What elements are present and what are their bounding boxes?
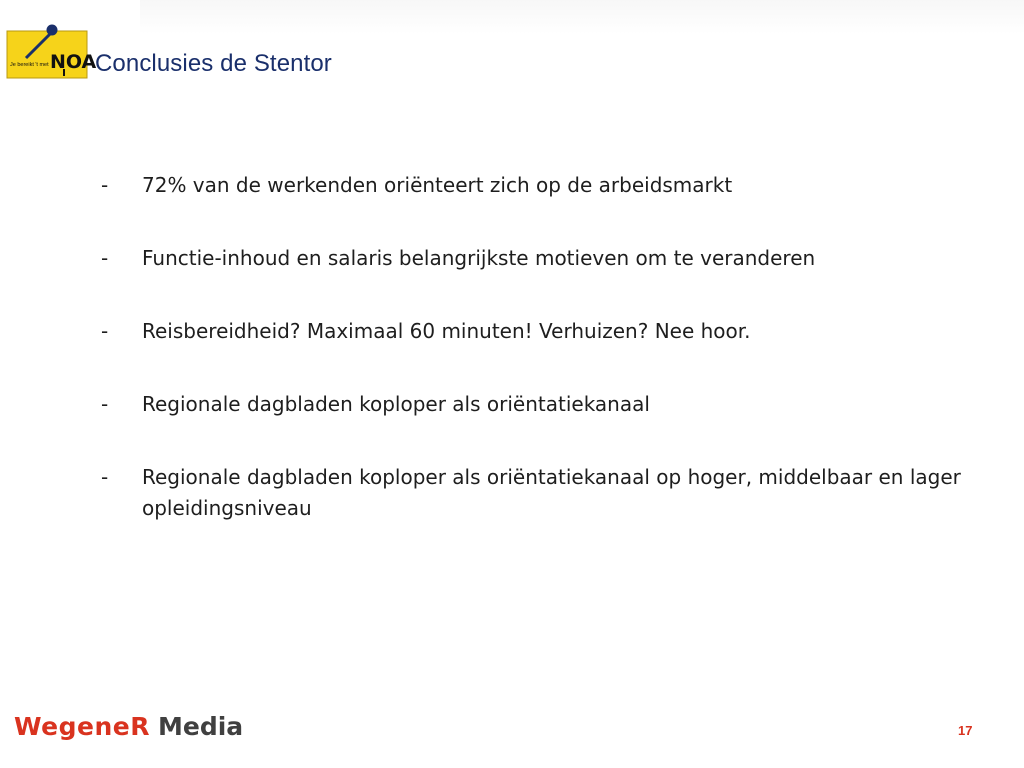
bullet-dash: - <box>101 465 109 489</box>
bullet-text: Functie-inhoud en salaris belangrijkste motieven om te veranderen <box>142 246 816 270</box>
bullet-text: Reisbereidheid? Maximaal 60 minuten! Verhuizen? Nee hoor. <box>142 319 751 343</box>
wegener-media-logo <box>14 712 243 744</box>
footer-brand-suffix: Media <box>158 712 244 741</box>
bullet-dash: - <box>101 392 109 416</box>
bullet-item <box>100 389 1000 420</box>
page-number: 17 <box>958 723 973 738</box>
noa-logo <box>6 22 97 80</box>
pushpin-icon <box>47 25 58 36</box>
bullet-text: Regionale dagbladen koploper als oriëntatiekanaal <box>142 392 650 416</box>
bullet-item <box>100 462 1000 524</box>
bullet-text: 72% van de werkenden oriënteert zich op de arbeidsmarkt <box>142 173 733 197</box>
bullet-item <box>100 316 1000 347</box>
bullet-dash: - <box>101 246 109 270</box>
header-band <box>140 0 1024 34</box>
slide-title: Conclusies de Stentor <box>95 50 332 77</box>
logo-brand: NOA <box>50 51 97 73</box>
logo-tagline: Je bereikt 't met <box>10 62 49 68</box>
bullet-dash: - <box>101 173 109 197</box>
bullet-list <box>100 170 1000 566</box>
footer-brand-word: WegeneR <box>14 712 150 741</box>
bullet-dash: - <box>101 319 109 343</box>
bullet-item <box>100 243 1000 274</box>
bullet-item <box>100 170 1000 201</box>
bullet-text: Regionale dagbladen koploper als oriëntatiekanaal op hoger, middelbaar en lager opleidingsniveau <box>142 465 961 520</box>
